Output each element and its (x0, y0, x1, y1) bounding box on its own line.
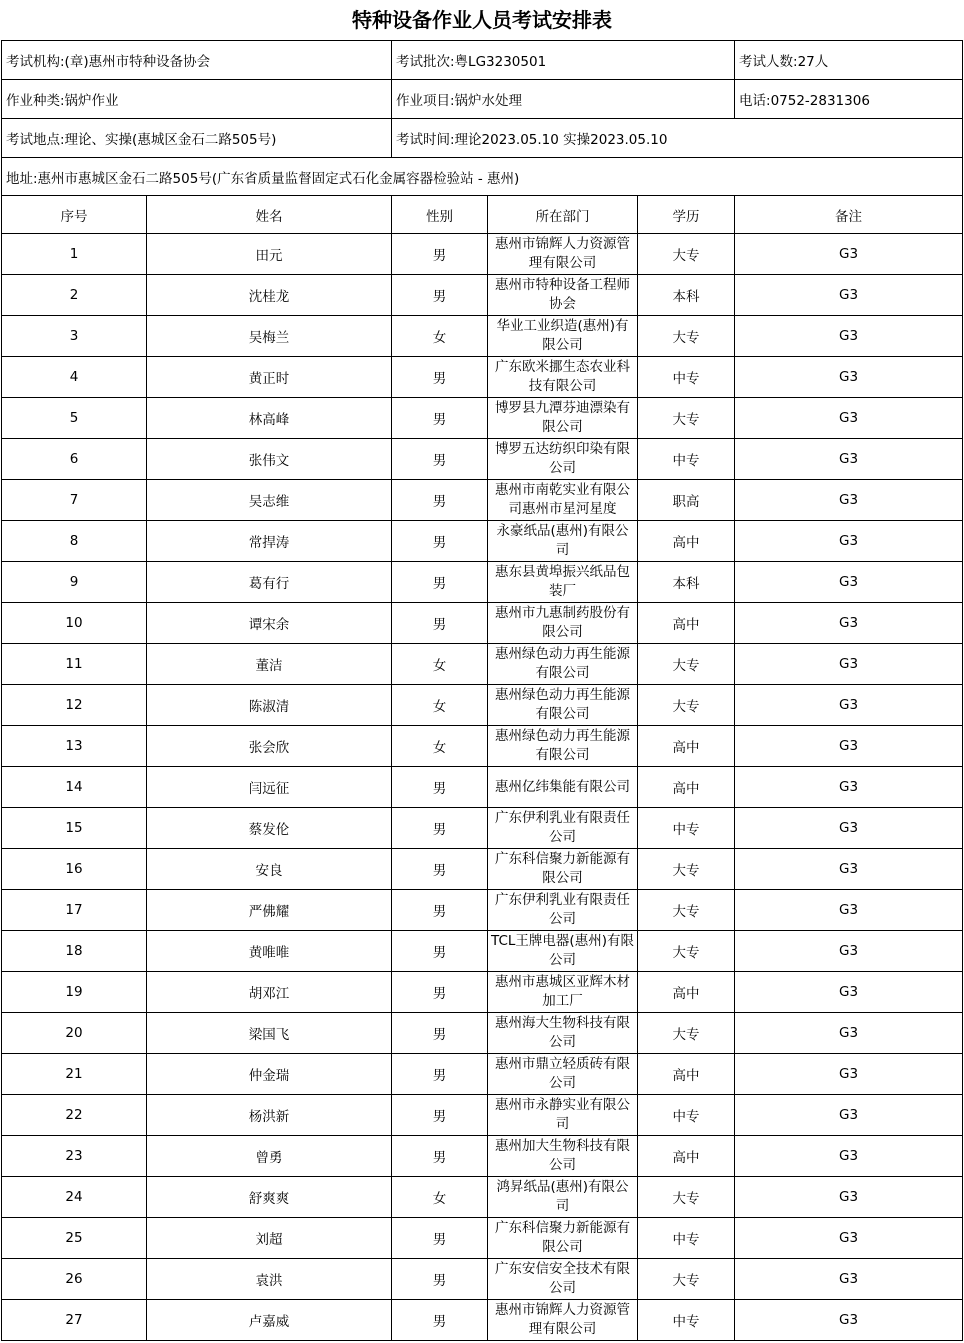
table-row (2, 398, 963, 439)
work-category: 作业种类:锅炉作业 (2, 80, 392, 119)
person-name: 吴志维 (147, 480, 392, 521)
remark: G3 (735, 726, 963, 767)
education: 大专 (638, 849, 735, 890)
education: 高中 (638, 521, 735, 562)
contact-phone: 电话:0752-2831306 (735, 80, 963, 119)
remark: G3 (735, 398, 963, 439)
person-name: 沈桂龙 (147, 275, 392, 316)
person-name: 仲金瑞 (147, 1054, 392, 1095)
person-name: 安良 (147, 849, 392, 890)
remark: G3 (735, 275, 963, 316)
remark: G3 (735, 1218, 963, 1259)
education: 高中 (638, 603, 735, 644)
table-row (2, 726, 963, 767)
remark: G3 (735, 357, 963, 398)
gender: 男 (392, 398, 488, 439)
table-row (2, 1300, 963, 1341)
gender: 男 (392, 1136, 488, 1177)
info-row (2, 158, 963, 196)
gender: 男 (392, 521, 488, 562)
person-name: 胡邓江 (147, 972, 392, 1013)
education: 中专 (638, 357, 735, 398)
page-title: 特种设备作业人员考试安排表 (352, 8, 612, 32)
exam-batch: 考试批次:粤LG3230501 (392, 41, 735, 80)
table-row (2, 1013, 963, 1054)
person-name: 田元 (147, 234, 392, 275)
gender: 男 (392, 1095, 488, 1136)
row-number: 1 (2, 234, 147, 275)
row-number: 20 (2, 1013, 147, 1054)
col-header-note: 备注 (735, 196, 963, 234)
gender: 女 (392, 316, 488, 357)
department: 惠州海大生物科技有限公司 (488, 1013, 638, 1054)
person-name: 闫远征 (147, 767, 392, 808)
remark: G3 (735, 1013, 963, 1054)
row-number: 24 (2, 1177, 147, 1218)
education: 大专 (638, 644, 735, 685)
person-name: 曾勇 (147, 1136, 392, 1177)
department: 博罗五达纺织印染有限公司 (488, 439, 638, 480)
department: 广东安信安全技术有限公司 (488, 1259, 638, 1300)
table-row (2, 1259, 963, 1300)
department: 惠州市南乾实业有限公司惠州市星河星度 (488, 480, 638, 521)
gender: 男 (392, 603, 488, 644)
education: 中专 (638, 1300, 735, 1341)
education: 大专 (638, 931, 735, 972)
row-number: 9 (2, 562, 147, 603)
row-number: 6 (2, 439, 147, 480)
department: 惠州市锦辉人力资源管理有限公司 (488, 1300, 638, 1341)
gender: 女 (392, 644, 488, 685)
remark: G3 (735, 1136, 963, 1177)
person-name: 梁国飞 (147, 1013, 392, 1054)
exam-table (1, 40, 963, 1341)
department: 惠州绿色动力再生能源有限公司 (488, 726, 638, 767)
row-number: 27 (2, 1300, 147, 1341)
gender: 男 (392, 357, 488, 398)
department: 广东科信聚力新能源有限公司 (488, 849, 638, 890)
remark: G3 (735, 1177, 963, 1218)
gender: 男 (392, 849, 488, 890)
table-row (2, 439, 963, 480)
person-name: 刘超 (147, 1218, 392, 1259)
exam-time: 考试时间:理论2023.05.10 实操2023.05.10 (392, 119, 963, 158)
gender: 男 (392, 1218, 488, 1259)
gender: 男 (392, 1259, 488, 1300)
table-row (2, 1177, 963, 1218)
row-number: 11 (2, 644, 147, 685)
table-row (2, 1218, 963, 1259)
exam-address: 地址:惠州市惠城区金石二路505号(广东省质量监督固定式石化金属容器检验站 - 惠州) (2, 158, 963, 196)
department: 华业工业织造(惠州)有限公司 (488, 316, 638, 357)
remark: G3 (735, 234, 963, 275)
person-name: 蔡发伦 (147, 808, 392, 849)
row-number: 13 (2, 726, 147, 767)
table-row (2, 972, 963, 1013)
gender: 男 (392, 480, 488, 521)
row-number: 18 (2, 931, 147, 972)
person-name: 黄正时 (147, 357, 392, 398)
department: 惠东县黄埠振兴纸品包装厂 (488, 562, 638, 603)
department: 惠州加大生物科技有限公司 (488, 1136, 638, 1177)
table-row (2, 644, 963, 685)
education: 大专 (638, 685, 735, 726)
remark: G3 (735, 521, 963, 562)
exam-org: 考试机构:(章)惠州市特种设备协会 (2, 41, 392, 80)
education: 中专 (638, 1218, 735, 1259)
person-name: 严佛耀 (147, 890, 392, 931)
remark: G3 (735, 767, 963, 808)
gender: 男 (392, 1054, 488, 1095)
person-name: 董洁 (147, 644, 392, 685)
row-number: 25 (2, 1218, 147, 1259)
remark: G3 (735, 931, 963, 972)
gender: 男 (392, 234, 488, 275)
person-name: 袁洪 (147, 1259, 392, 1300)
education: 高中 (638, 1054, 735, 1095)
table-row (2, 275, 963, 316)
table-row (2, 234, 963, 275)
row-number: 5 (2, 398, 147, 439)
education: 高中 (638, 972, 735, 1013)
person-name: 葛有行 (147, 562, 392, 603)
gender: 女 (392, 1177, 488, 1218)
info-row (2, 80, 963, 119)
col-header-no: 序号 (2, 196, 147, 234)
gender: 男 (392, 1013, 488, 1054)
person-name: 舒爽爽 (147, 1177, 392, 1218)
department: 惠州市惠城区亚辉木材加工厂 (488, 972, 638, 1013)
remark: G3 (735, 562, 963, 603)
remark: G3 (735, 1054, 963, 1095)
remark: G3 (735, 808, 963, 849)
remark: G3 (735, 890, 963, 931)
exam-count: 考试人数:27人 (735, 41, 963, 80)
gender: 男 (392, 890, 488, 931)
table-header (2, 196, 963, 234)
col-header-dept: 所在部门 (488, 196, 638, 234)
remark: G3 (735, 1300, 963, 1341)
department: TCL王牌电器(惠州)有限公司 (488, 931, 638, 972)
gender: 男 (392, 931, 488, 972)
person-name: 林高峰 (147, 398, 392, 439)
gender: 男 (392, 972, 488, 1013)
department: 惠州绿色动力再生能源有限公司 (488, 644, 638, 685)
row-number: 10 (2, 603, 147, 644)
info-row (2, 41, 963, 80)
table-row (2, 685, 963, 726)
education: 大专 (638, 1259, 735, 1300)
row-number: 2 (2, 275, 147, 316)
remark: G3 (735, 972, 963, 1013)
department: 博罗县九潭芬迪漂染有限公司 (488, 398, 638, 439)
remark: G3 (735, 1095, 963, 1136)
gender: 男 (392, 767, 488, 808)
table-row (2, 767, 963, 808)
col-header-gender: 性别 (392, 196, 488, 234)
education: 中专 (638, 1095, 735, 1136)
department: 永豪纸品(惠州)有限公司 (488, 521, 638, 562)
education: 大专 (638, 316, 735, 357)
gender: 女 (392, 726, 488, 767)
row-number: 3 (2, 316, 147, 357)
row-number: 14 (2, 767, 147, 808)
table-row (2, 1136, 963, 1177)
education: 大专 (638, 1177, 735, 1218)
table-row (2, 562, 963, 603)
table-row (2, 1095, 963, 1136)
remark: G3 (735, 1259, 963, 1300)
department: 鸿昇纸品(惠州)有限公司 (488, 1177, 638, 1218)
table-row (2, 808, 963, 849)
education: 大专 (638, 1013, 735, 1054)
person-name: 吴梅兰 (147, 316, 392, 357)
table-row (2, 890, 963, 931)
education: 大专 (638, 234, 735, 275)
education: 中专 (638, 439, 735, 480)
education: 职高 (638, 480, 735, 521)
remark: G3 (735, 439, 963, 480)
education: 本科 (638, 562, 735, 603)
remark: G3 (735, 480, 963, 521)
table-row (2, 849, 963, 890)
gender: 男 (392, 1300, 488, 1341)
col-header-name: 姓名 (147, 196, 392, 234)
remark: G3 (735, 849, 963, 890)
remark: G3 (735, 316, 963, 357)
person-name: 陈淑清 (147, 685, 392, 726)
person-name: 常捍涛 (147, 521, 392, 562)
department: 惠州市九惠制药股份有限公司 (488, 603, 638, 644)
person-name: 张伟文 (147, 439, 392, 480)
table-row (2, 931, 963, 972)
table-row (2, 521, 963, 562)
remark: G3 (735, 685, 963, 726)
education: 高中 (638, 726, 735, 767)
person-name: 杨洪新 (147, 1095, 392, 1136)
row-number: 7 (2, 480, 147, 521)
department: 惠州市锦辉人力资源管理有限公司 (488, 234, 638, 275)
row-number: 12 (2, 685, 147, 726)
row-number: 17 (2, 890, 147, 931)
education: 中专 (638, 808, 735, 849)
row-number: 8 (2, 521, 147, 562)
row-number: 23 (2, 1136, 147, 1177)
remark: G3 (735, 603, 963, 644)
gender: 男 (392, 439, 488, 480)
row-number: 22 (2, 1095, 147, 1136)
department: 广东科信聚力新能源有限公司 (488, 1218, 638, 1259)
row-number: 19 (2, 972, 147, 1013)
table-row (2, 1054, 963, 1095)
department: 惠州市永静实业有限公司 (488, 1095, 638, 1136)
department: 惠州绿色动力再生能源有限公司 (488, 685, 638, 726)
row-number: 26 (2, 1259, 147, 1300)
work-item: 作业项目:锅炉水处理 (392, 80, 735, 119)
table-row (2, 357, 963, 398)
gender: 男 (392, 562, 488, 603)
col-header-edu: 学历 (638, 196, 735, 234)
department: 广东伊利乳业有限责任公司 (488, 890, 638, 931)
row-number: 4 (2, 357, 147, 398)
table-row (2, 480, 963, 521)
education: 高中 (638, 1136, 735, 1177)
table-row (2, 316, 963, 357)
person-name: 卢嘉威 (147, 1300, 392, 1341)
table-row (2, 603, 963, 644)
person-name: 黄唯唯 (147, 931, 392, 972)
person-name: 张会欣 (147, 726, 392, 767)
gender: 男 (392, 275, 488, 316)
row-number: 15 (2, 808, 147, 849)
department: 惠州亿纬集能有限公司 (488, 767, 638, 808)
gender: 女 (392, 685, 488, 726)
person-name: 谭宋余 (147, 603, 392, 644)
department: 惠州市鼎立轻质砖有限公司 (488, 1054, 638, 1095)
education: 大专 (638, 890, 735, 931)
gender: 男 (392, 808, 488, 849)
info-row (2, 119, 963, 158)
exam-location: 考试地点:理论、实操(惠城区金石二路505号) (2, 119, 392, 158)
department: 惠州市特种设备工程师协会 (488, 275, 638, 316)
education: 本科 (638, 275, 735, 316)
education: 大专 (638, 398, 735, 439)
education: 高中 (638, 767, 735, 808)
row-number: 21 (2, 1054, 147, 1095)
department: 广东伊利乳业有限责任公司 (488, 808, 638, 849)
remark: G3 (735, 644, 963, 685)
department: 广东欧米挪生态农业科技有限公司 (488, 357, 638, 398)
row-number: 16 (2, 849, 147, 890)
